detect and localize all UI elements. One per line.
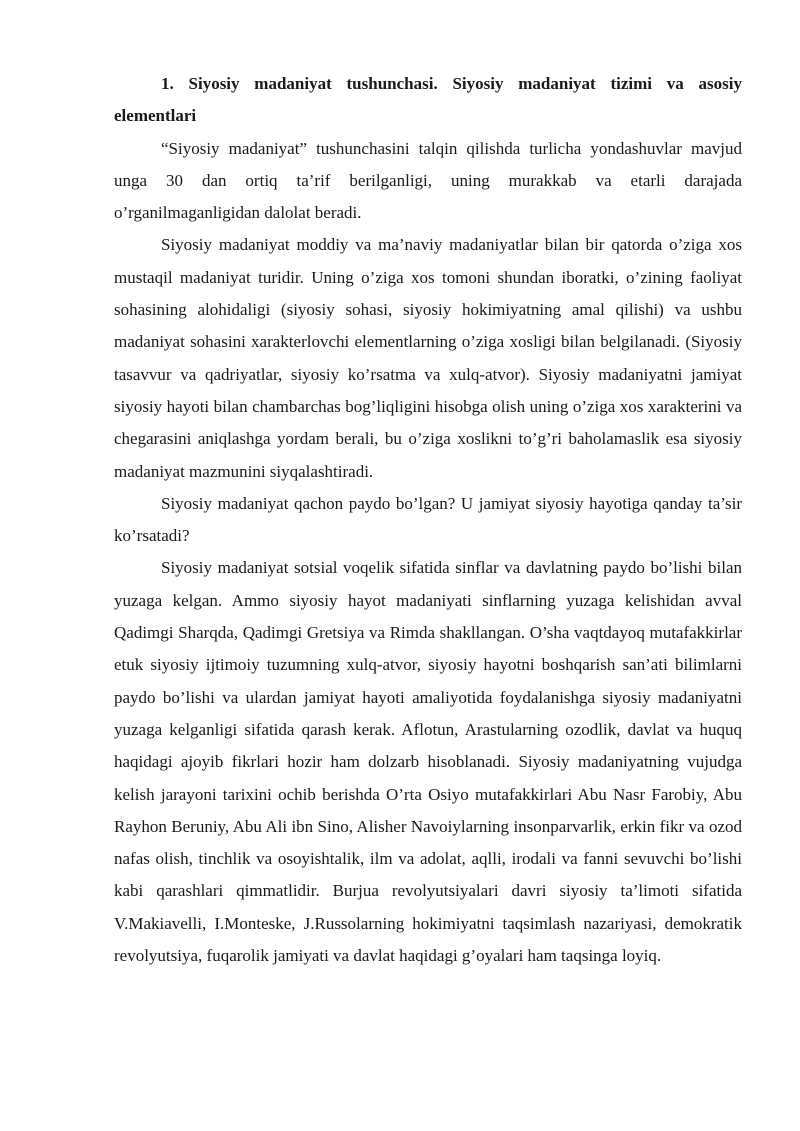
paragraph-definition: “Siyosiy madaniyat” tushunchasini talqin qilishda turlicha yondashuvlar mavjud unga 30 dan ortiq ta’rif berilganligi, uning murakkab va etarli darajada o’rganilmaganligidan dalolat beradi. bbox=[114, 138, 742, 223]
paragraph-culture-type: Siyosiy madaniyat moddiy va ma’naviy madaniyatlar bilan bir qatorda o’ziga xos mustaqil madaniyat turidir. Uning o’ziga xos tomoni shundan iboratki, o’zining faoliyat sohasining alohidaligi (siyosiy sohasi, siyosiy hokimiyatning amal qilishi) va ushbu madaniyat sohasini xarakterlovchi elementlarning o’ziga xosligi bilan belgilanadi. (Siyosiy tasavvur va qadriyatlar, siyosiy ko’rsatma va xulq-atvor). Siyosiy madaniyatni jamiyat siyosiy hayoti bilan chambarchas bog’liqligini hisobga olish uning o’ziga xos xarakterini va chegarasini aniqlashga yordam berali, bu o’ziga xoslikni to’g’ri baholamaslik esa siyosiy madaniyat mazmunini siyqalashtiradi. bbox=[114, 235, 742, 481]
paragraph-question: Siyosiy madaniyat qachon paydo bo’lgan? U jamiyat siyosiy hayotiga qanday ta’sir ko’rsatadi? bbox=[114, 493, 742, 546]
section-heading: 1. Siyosiy madaniyat tushunchasi. Siyosiy madaniyat tizimi va asosiy elementlari bbox=[114, 74, 742, 126]
document-page bbox=[114, 68, 742, 972]
paragraph-history: Siyosiy madaniyat sotsial voqelik sifatida sinflar va davlatning paydo bo’lishi bilan yuzaga kelgan. Ammo siyosiy hayot madaniyati sinflarning yuzaga kelishidan avval Qadimgi Sharqda, Qadimgi Gretsiya va Rimda shakllangan. O’sha vaqtdayoq mutafakkirlar etuk siyosiy ijtimoiy tuzumning xulq-atvor, siyosiy hayotni boshqarish san’ati bilimlarni paydo bo’lishi va ulardan jamiyat hayoti amaliyotida foydalanishga siyosiy madaniyatni yuzaga kelganligi sifatida qarash kerak. Aflotun, Arastularning ozodlik, davlat va huquq haqidagi ajoyib fikrlari hozir ham dolzarb hisoblanadi. Siyosiy madaniyatning vujudga kelish jarayoni tarixini ochib berishda O’rta Osiyo mutafakkirlari Abu Nasr Farobiy, Abu Rayhon Beruniy, Abu Ali ibn Sino, Alisher Navoiylarning insonparvarlik, erkin fikr va ozod nafas olish, tinchlik va osoyishtalik, ilm va adolat, aqlli, irodali va fanni sevuvchi bo’lishi kabi qarashlari qimmatlidir. Burjua revolyutsiyalari davri siyosiy ta’limoti sifatida V.Makiavelli, I.Monteske, J.Russolarning hokimiyatni taqsimlash nazariyasi, demokratik revolyutsiya, fuqarolik jamiyati va davlat haqidagi g’oyalari ham taqsinga loyiq. bbox=[114, 558, 742, 966]
